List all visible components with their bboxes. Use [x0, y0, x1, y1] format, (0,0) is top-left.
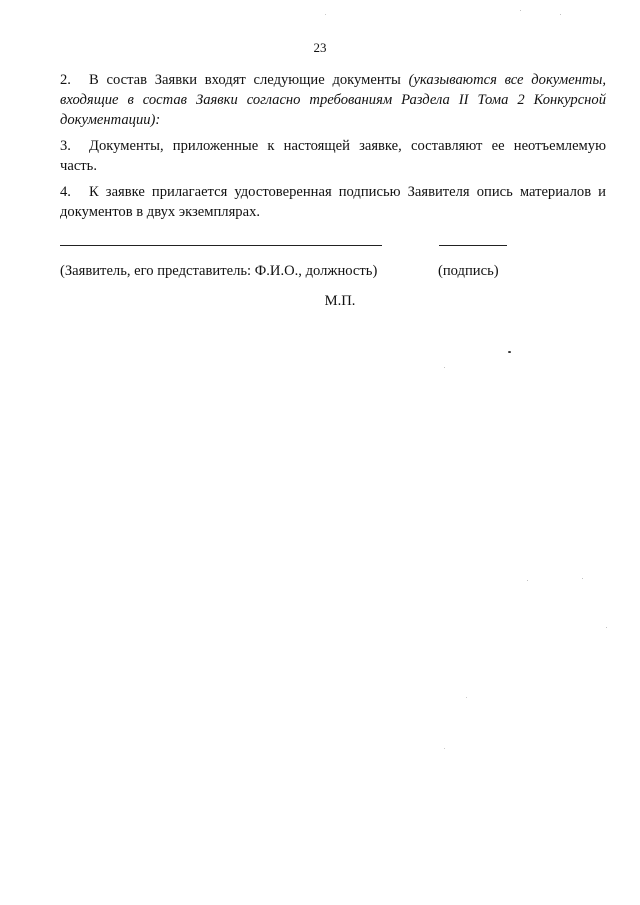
scan-speck: [520, 10, 521, 11]
scan-speck: [508, 351, 511, 353]
signature-caption: (подпись): [438, 263, 499, 279]
scan-speck: [606, 627, 607, 628]
list-item-3: [60, 136, 606, 176]
scan-speck: [444, 367, 445, 368]
scan-speck: [466, 697, 467, 698]
item-text: В состав Заявки входят следующие документы: [89, 72, 409, 88]
name-signature-line: [60, 245, 382, 246]
item-number: 3.: [60, 138, 71, 154]
item-number: 4.: [60, 184, 71, 200]
scan-speck: [527, 580, 528, 581]
scan-speck: [560, 14, 561, 15]
list-item-2: [60, 70, 606, 130]
scan-speck: [325, 14, 326, 15]
scan-speck: [444, 748, 445, 749]
item-italic-note: (указываются все документы, входящие в состав Заявки согласно требованиям Раздела II Тома 2 Конкурсной документации):: [60, 72, 606, 128]
item-text: Документы, приложенные к настоящей заявке, составляют ее неотъемлемую часть.: [60, 138, 606, 174]
item-text: К заявке прилагается удостоверенная подписью Заявителя опись материалов и документов в двух экземплярах.: [60, 184, 606, 220]
page-number: 23: [313, 40, 327, 55]
item-number: 2.: [60, 72, 71, 88]
scan-speck: [582, 578, 583, 579]
list-item-4: [60, 182, 606, 222]
name-caption: (Заявитель, его представитель: Ф.И.О., должность): [60, 263, 378, 279]
signature-line: [439, 245, 507, 246]
stamp-placeholder: М.П.: [324, 293, 356, 309]
